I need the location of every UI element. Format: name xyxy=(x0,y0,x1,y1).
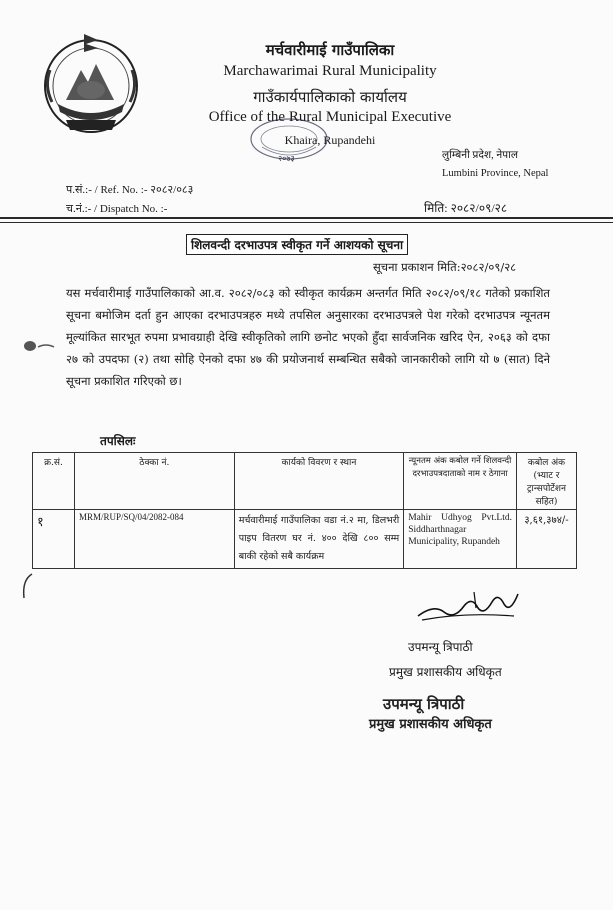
municipality-name-english: Marchawarimai Rural Municipality xyxy=(223,63,437,79)
reference-number xyxy=(66,182,193,197)
svg-text:२०७३: २०७३ xyxy=(278,154,295,163)
table-row xyxy=(33,510,577,569)
letter-date xyxy=(424,199,507,216)
date-label: मिति: xyxy=(424,201,448,215)
signatory-title: प्रमुख प्रशासकीय अधिकृत xyxy=(389,665,502,679)
publish-label: सूचना प्रकाशन मिति: xyxy=(373,260,461,274)
name-stamp: उपमन्यू त्रिपाठी xyxy=(383,695,465,713)
cell-amount: ३,६१,३७४/- xyxy=(517,510,577,569)
ref-label: प.सं.:- / Ref. No. :- xyxy=(66,184,148,196)
notice-subject: शिलवन्दी दरभाउपत्र स्वीकृत गर्ने आशयको सूचना xyxy=(186,234,408,255)
handwritten-signature-icon xyxy=(414,586,524,626)
header-contract-no: ठेक्का नं. xyxy=(74,453,234,510)
office-name-nepali: गाउँकार्यपालिकाको कार्यालय xyxy=(253,88,407,106)
cell-serial: १ xyxy=(33,510,75,569)
header-description: कार्यको विवरण र स्थान xyxy=(234,453,404,510)
header-bidder: न्यूनतम अंक कबोल गर्ने शिलवन्दी दरभाउपत्रदाताको नाम र ठेगाना xyxy=(404,453,517,510)
header-divider xyxy=(0,217,613,219)
signatory-name: उपमन्यू त्रिपाठी xyxy=(408,640,473,654)
cell-description: मर्चवारीमाई गाउँपालिका वडा नं.२ मा, डिलभरी पाइप वितरण घर नं. ४०० देखि ८०० सम्म बाकी रहेको सबै कार्यक्रम xyxy=(234,510,404,569)
header-amount: कबोल अंक (भ्याट र ट्रान्सपोर्टेशन सहित) xyxy=(517,453,577,510)
province-block xyxy=(442,147,548,183)
province-english: Lumbini Province, Nepal xyxy=(442,168,549,179)
bid-details-table xyxy=(32,452,577,569)
notice-body: यस मर्चवारीमाई गाउँपालिकाको आ.व. २०८२/०८३ को स्वीकृत कार्यक्रम अन्तर्गत मिति २०८२/०९/१८ गतेको प्रकाशित सूचना बमोजिम दर्ता हुन आएका दरभाउपत्रहरु मध्ये तपसिल अनुसारका दरभाउपत्रले पेश गरेको दरभाउपत्र न्यूनतम मूल्यांकित सारभूत रुपमा प्रभावग्राही देखि स्वीकृतिको लागि छनोट भएको हुँदा सार्वजनिक खरिद ऐन, २०६३ को दफा २७ को उपदफा (२) तथा सोहि ऐनको दफा ४७ की प्रयोजनार्थ सम्बन्धित सबैको जानकारीको लागि यो ७ (सात) दिने सूचना प्रकाशित गरिएको छ। xyxy=(66,286,550,388)
header-divider-thin xyxy=(0,222,613,223)
office-seal-icon xyxy=(242,117,336,167)
punch-hole-icon xyxy=(20,337,60,349)
notice-publish-date xyxy=(373,260,516,275)
details-label: तपसिलः xyxy=(100,434,136,448)
office-name-english: Office of the Rural Municipal Executive xyxy=(208,109,452,125)
table-header-row xyxy=(33,453,577,510)
header-serial: क्र.सं. xyxy=(33,453,75,510)
dispatch-number: च.नं.:- / Dispatch No. :- xyxy=(66,203,168,215)
publish-date: २०८२/०९/२८ xyxy=(460,260,517,274)
cell-bidder: Mahir Udhyog Pvt.Ltd. Siddharthnagar Municipality, Rupandeh xyxy=(404,510,517,569)
municipality-name-nepali: मर्चवारीमाई गाउँपालिका xyxy=(265,41,395,59)
date-value: २०८२/०९/२८ xyxy=(450,201,508,215)
office-address: Khaira, Rupandehi xyxy=(284,133,376,147)
province-nepali: लुम्बिनी प्रदेश, नेपाल xyxy=(442,150,518,161)
cell-contract-no: MRM/RUP/SQ/04/2082-084 xyxy=(74,510,234,569)
title-stamp: प्रमुख प्रशासकीय अधिकृत xyxy=(369,717,492,732)
margin-mark-icon xyxy=(18,572,38,602)
ref-value: २०८२/०८३ xyxy=(150,184,194,196)
nepal-emblem-icon xyxy=(36,30,146,138)
